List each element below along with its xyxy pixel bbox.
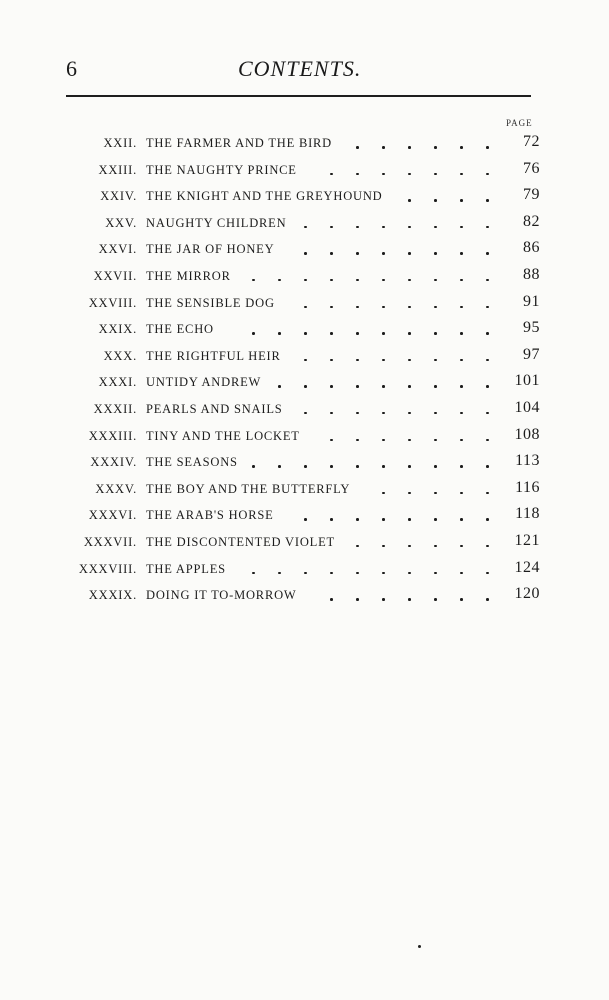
leader-dot: [460, 572, 463, 575]
chapter-title: THE ECHO: [146, 322, 214, 337]
toc-entry: [0, 478, 609, 505]
chapter-title: PEARLS AND SNAILS: [146, 401, 283, 416]
leader-dot: [408, 199, 411, 202]
leader-dot: [408, 252, 411, 255]
leader-dot: [330, 306, 333, 309]
chapter-page-number: 91: [523, 292, 540, 310]
leader-dot: [460, 412, 463, 415]
chapter-numeral: XXVI.: [98, 242, 137, 257]
leader-dot: [486, 492, 489, 495]
leader-dot: [304, 359, 307, 362]
toc-entry: [0, 425, 609, 452]
leader-dot: [460, 518, 463, 521]
leader-dot: [408, 306, 411, 309]
leader-dot: [460, 492, 463, 495]
leader-dot: [356, 306, 359, 309]
leader-dot: [330, 332, 333, 335]
leader-dot: [382, 598, 385, 601]
chapter-page-number: 79: [523, 186, 540, 204]
leader-dot: [408, 385, 411, 388]
chapter-page-number: 121: [514, 531, 540, 549]
toc-entry: [0, 185, 609, 212]
leader-dot: [382, 412, 385, 415]
leader-dot: [356, 252, 359, 255]
chapter-numeral: XXXVII.: [83, 534, 137, 549]
page-number: 6: [66, 56, 77, 81]
toc-entry: [0, 451, 609, 478]
leader-dot: [304, 385, 307, 388]
leader-dot: [460, 199, 463, 202]
leader-dot: [486, 359, 489, 362]
leader-dot: [382, 332, 385, 335]
leader-dot: [278, 332, 281, 335]
leader-dot: [356, 465, 359, 468]
leader-dot: [278, 385, 281, 388]
chapter-title: THE MIRROR: [146, 268, 231, 283]
leader-dot: [408, 439, 411, 442]
chapter-numeral: XXXII.: [93, 401, 137, 416]
leader-dot: [252, 465, 255, 468]
chapter-page-number: 120: [514, 585, 540, 603]
leader-dot: [486, 199, 489, 202]
chapter-title: NAUGHTY CHILDREN: [146, 215, 287, 230]
leader-dot: [330, 359, 333, 362]
leader-dot: [460, 306, 463, 309]
leader-dot: [330, 252, 333, 255]
toc-entry: [0, 212, 609, 239]
leader-dot: [434, 572, 437, 575]
leader-dot: [382, 173, 385, 176]
leader-dot: [304, 572, 307, 575]
leader-dot: [330, 412, 333, 415]
chapter-title: THE KNIGHT AND THE GREYHOUND: [146, 189, 383, 204]
toc-entry: [0, 504, 609, 531]
leader-dot: [408, 572, 411, 575]
chapter-title: THE DISCONTENTED VIOLET: [146, 534, 335, 549]
leader-dot: [330, 279, 333, 282]
leader-dot: [434, 439, 437, 442]
leader-dot: [356, 545, 359, 548]
leader-dot: [382, 492, 385, 495]
toc-entry: [0, 238, 609, 265]
leader-dot: [408, 598, 411, 601]
chapter-numeral: XXII.: [103, 136, 137, 150]
leader-dot: [408, 492, 411, 495]
leader-dot: [382, 226, 385, 229]
leader-dot: [356, 598, 359, 601]
leader-dot: [304, 518, 307, 521]
leader-dot: [486, 332, 489, 335]
chapter-title: THE NAUGHTY PRINCE: [146, 162, 297, 177]
leader-dot: [330, 572, 333, 575]
chapter-title: UNTIDY ANDREW: [146, 375, 262, 390]
chapter-title: THE RIGHTFUL HEIR: [146, 348, 281, 363]
leader-dot: [330, 173, 333, 176]
leader-dot: [434, 306, 437, 309]
leader-dot: [304, 306, 307, 309]
chapter-numeral: XXXVIII.: [78, 561, 137, 576]
chapter-numeral: XXIII.: [98, 162, 137, 177]
toc-entry: [0, 132, 609, 159]
leader-dot: [382, 385, 385, 388]
leader-dot: [486, 518, 489, 521]
leader-dot: [382, 306, 385, 309]
leader-dot: [382, 572, 385, 575]
leader-dot: [408, 332, 411, 335]
leader-dot: [330, 439, 333, 442]
leader-dot: [434, 359, 437, 362]
chapter-page-number: 104: [514, 398, 540, 416]
leader-dot: [486, 385, 489, 388]
leader-dot: [460, 598, 463, 601]
leader-dot: [408, 226, 411, 229]
chapter-numeral: XXVII.: [93, 268, 137, 283]
leader-dot: [434, 226, 437, 229]
leader-dot: [460, 252, 463, 255]
leader-dot: [356, 518, 359, 521]
leader-dot: [486, 173, 489, 176]
leader-dot: [382, 465, 385, 468]
leader-dot: [252, 279, 255, 282]
chapter-page-number: 82: [523, 212, 540, 230]
leader-dot: [330, 518, 333, 521]
chapter-title: THE JAR OF HONEY: [146, 242, 275, 257]
chapter-numeral: XXX.: [103, 348, 137, 363]
leader-dot: [304, 226, 307, 229]
toc-entry: [0, 265, 609, 292]
leader-dot: [356, 226, 359, 229]
leader-dot: [408, 545, 411, 548]
leader-dot: [486, 226, 489, 229]
leader-dot: [304, 279, 307, 282]
chapter-page-number: 95: [523, 319, 540, 337]
chapter-page-number: 124: [514, 558, 540, 576]
leader-dot: [356, 279, 359, 282]
leader-dot: [434, 385, 437, 388]
leader-dot: [460, 465, 463, 468]
leader-dot: [408, 412, 411, 415]
leader-dot: [356, 146, 359, 149]
toc-entry: [0, 558, 609, 585]
leader-dot: [408, 146, 411, 149]
leader-dot: [486, 279, 489, 282]
chapter-page-number: 97: [523, 345, 540, 363]
chapter-title: THE APPLES: [146, 561, 226, 576]
leader-dot: [486, 439, 489, 442]
leader-dot: [408, 465, 411, 468]
chapter-numeral: XXXIX.: [88, 588, 137, 603]
toc-entry: [0, 584, 609, 611]
leader-dot: [356, 385, 359, 388]
toc-entry: [0, 398, 609, 425]
leader-dot: [330, 385, 333, 388]
toc-entry: [0, 371, 609, 398]
leader-dot: [434, 545, 437, 548]
leader-dot: [434, 598, 437, 601]
chapter-title: THE SENSIBLE DOG: [146, 295, 275, 310]
chapter-title: THE SEASONS: [146, 455, 238, 470]
leader-dot: [486, 412, 489, 415]
toc-entry: [0, 292, 609, 319]
chapter-title: THE BOY AND THE BUTTERFLY: [146, 481, 351, 496]
chapter-page-number: 101: [514, 372, 540, 390]
chapter-numeral: XXXIII.: [88, 428, 137, 443]
toc-entry: [0, 531, 609, 558]
leader-dot: [382, 518, 385, 521]
chapter-numeral: XXXIV.: [90, 455, 137, 470]
toc-entry: [0, 159, 609, 186]
leader-dot: [460, 173, 463, 176]
leader-dot: [382, 252, 385, 255]
chapter-title: TINY AND THE LOCKET: [146, 428, 300, 443]
chapter-numeral: XXXV.: [95, 481, 137, 496]
chapter-title: THE ARAB'S HORSE: [146, 508, 274, 523]
chapter-numeral: XXIX.: [98, 322, 137, 337]
leader-dot: [486, 572, 489, 575]
leader-dot: [330, 465, 333, 468]
leader-dot: [486, 252, 489, 255]
leader-dot: [434, 199, 437, 202]
leader-dot: [460, 545, 463, 548]
leader-dot: [434, 279, 437, 282]
chapter-page-number: 113: [515, 452, 540, 470]
chapter-page-number: 72: [523, 133, 540, 150]
leader-dot: [382, 439, 385, 442]
print-speck: [418, 945, 421, 948]
leader-dot: [304, 252, 307, 255]
leader-dot: [408, 518, 411, 521]
leader-dot: [304, 332, 307, 335]
leader-dot: [382, 146, 385, 149]
running-head: CONTENTS.: [238, 56, 362, 81]
leader-dot: [304, 465, 307, 468]
chapter-numeral: XXXVI.: [88, 508, 137, 523]
leader-dot: [408, 279, 411, 282]
chapter-title: DOING IT TO-MORROW: [146, 588, 297, 603]
chapter-numeral: XXXI.: [98, 375, 137, 390]
leader-dot: [356, 439, 359, 442]
leader-dot: [408, 173, 411, 176]
leader-dot: [460, 146, 463, 149]
chapter-page-number: 88: [523, 265, 540, 283]
leader-dot: [356, 173, 359, 176]
leader-dot: [486, 306, 489, 309]
leader-dot: [382, 545, 385, 548]
leader-dot: [434, 465, 437, 468]
leader-dot: [330, 598, 333, 601]
chapter-page-number: 118: [515, 505, 540, 523]
leader-dot: [330, 226, 333, 229]
table-of-contents: [0, 132, 609, 611]
leader-dot: [460, 279, 463, 282]
chapter-numeral: XXVIII.: [88, 295, 137, 310]
leader-dot: [356, 572, 359, 575]
leader-dot: [278, 465, 281, 468]
leader-dot: [434, 173, 437, 176]
page-column-label: PAGE: [506, 118, 533, 128]
chapter-title: THE FARMER AND THE BIRD: [146, 136, 333, 150]
chapter-numeral: XXV.: [105, 215, 137, 230]
header-rule: [66, 95, 531, 97]
leader-dot: [460, 439, 463, 442]
leader-dot: [434, 252, 437, 255]
leader-dot: [486, 545, 489, 548]
leader-dot: [434, 146, 437, 149]
leader-dot: [486, 598, 489, 601]
leader-dot: [304, 412, 307, 415]
leader-dot: [460, 359, 463, 362]
leader-dot: [252, 332, 255, 335]
chapter-numeral: XXIV.: [100, 189, 137, 204]
leader-dot: [460, 226, 463, 229]
leader-dot: [382, 279, 385, 282]
toc-entry: [0, 318, 609, 345]
toc-entry: [0, 345, 609, 372]
leader-dot: [278, 279, 281, 282]
chapter-page-number: 86: [523, 239, 540, 257]
chapter-page-number: 116: [515, 478, 540, 496]
leader-dot: [356, 359, 359, 362]
leader-dot: [278, 572, 281, 575]
leader-dot: [434, 492, 437, 495]
leader-dot: [434, 412, 437, 415]
leader-dot: [434, 332, 437, 335]
leader-dot: [486, 146, 489, 149]
leader-dot: [356, 412, 359, 415]
leader-dot: [408, 359, 411, 362]
chapter-page-number: 108: [514, 425, 540, 443]
leader-dot: [460, 332, 463, 335]
leader-dot: [486, 465, 489, 468]
leader-dot: [356, 332, 359, 335]
leader-dot: [382, 359, 385, 362]
leader-dot: [460, 385, 463, 388]
leader-dot: [252, 572, 255, 575]
leader-dot: [434, 518, 437, 521]
chapter-page-number: 76: [523, 159, 540, 177]
